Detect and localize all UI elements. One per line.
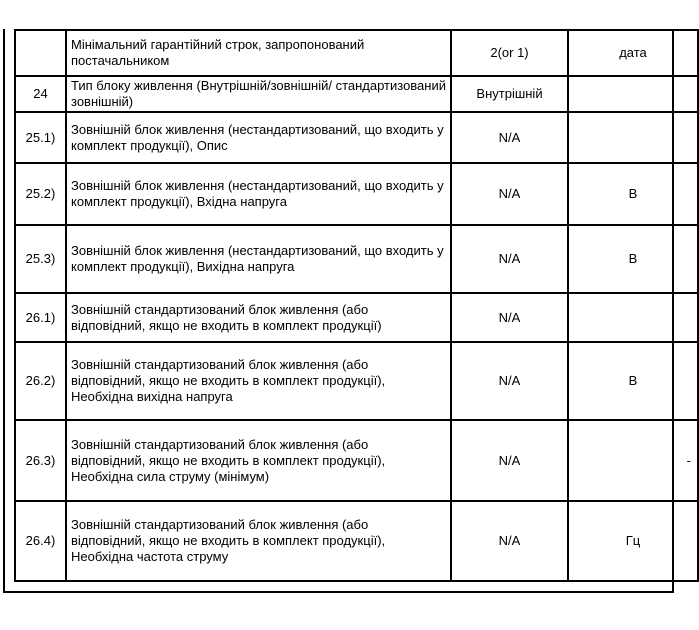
row-description: Мінімальний гарантійний строк, запропонований постачальником xyxy=(66,30,451,76)
row-value: N/A xyxy=(451,420,568,501)
row-description: Зовнішній блок живлення (нестандартизований, що входить у комплект продукції), Опис xyxy=(66,112,451,163)
row-unit: Гц xyxy=(568,501,698,581)
row-description: Зовнішній стандартизований блок живлення (або відповідний, якщо не входить в комплект продукції), Необхідна сила струму (мінімум) xyxy=(66,420,451,501)
table-row xyxy=(15,112,698,163)
row-value: 2(or 1) xyxy=(451,30,568,76)
row-value: N/A xyxy=(451,163,568,225)
row-number: 26.4) xyxy=(15,501,66,581)
spec-table-body xyxy=(15,30,698,581)
row-number: 25.3) xyxy=(15,225,66,293)
row-unit xyxy=(568,112,698,163)
row-description: Зовнішній блок живлення (нестандартизований, що входить у комплект продукції), Вхідна напруга xyxy=(66,163,451,225)
row-description: Зовнішній стандартизований блок живлення (або відповідний, якщо не входить в комплект продукції), Необхідна частота струму xyxy=(66,501,451,581)
row-value: N/A xyxy=(451,225,568,293)
row-number: 26.2) xyxy=(15,342,66,420)
row-description: Зовнішній стандартизований блок живлення (або відповідний, якщо не входить в комплект продукції) xyxy=(66,293,451,342)
table-row xyxy=(15,342,698,420)
row-unit: - xyxy=(568,420,698,501)
row-description: Зовнішній блок живлення (нестандартизований, що входить у комплект продукції), Вихідна напруга xyxy=(66,225,451,293)
row-unit: В xyxy=(568,163,698,225)
row-unit xyxy=(568,76,698,112)
row-value: N/A xyxy=(451,293,568,342)
row-number: 26.1) xyxy=(15,293,66,342)
row-value: Внутрішній xyxy=(451,76,568,112)
row-value: N/A xyxy=(451,501,568,581)
table-row xyxy=(15,501,698,581)
row-description: Тип блоку живлення (Внутрішній/зовнішній/ стандартизований зовнішній) xyxy=(66,76,451,112)
row-number: 25.1) xyxy=(15,112,66,163)
row-unit: В xyxy=(568,225,698,293)
table-row xyxy=(15,163,698,225)
table-row xyxy=(15,76,698,112)
table-row xyxy=(15,293,698,342)
row-unit xyxy=(568,293,698,342)
row-number: 25.2) xyxy=(15,163,66,225)
row-unit: дата xyxy=(568,30,698,76)
row-number: 24 xyxy=(15,76,66,112)
row-description: Зовнішній стандартизований блок живлення (або відповідний, якщо не входить в комплект продукції), Необхідна вихідна напруга xyxy=(66,342,451,420)
table-row xyxy=(15,225,698,293)
row-unit: В xyxy=(568,342,698,420)
row-number xyxy=(15,30,66,76)
spec-table xyxy=(14,29,699,582)
table-row xyxy=(15,30,698,76)
row-number: 26.3) xyxy=(15,420,66,501)
table-row xyxy=(15,420,698,501)
row-value: N/A xyxy=(451,342,568,420)
row-value: N/A xyxy=(451,112,568,163)
